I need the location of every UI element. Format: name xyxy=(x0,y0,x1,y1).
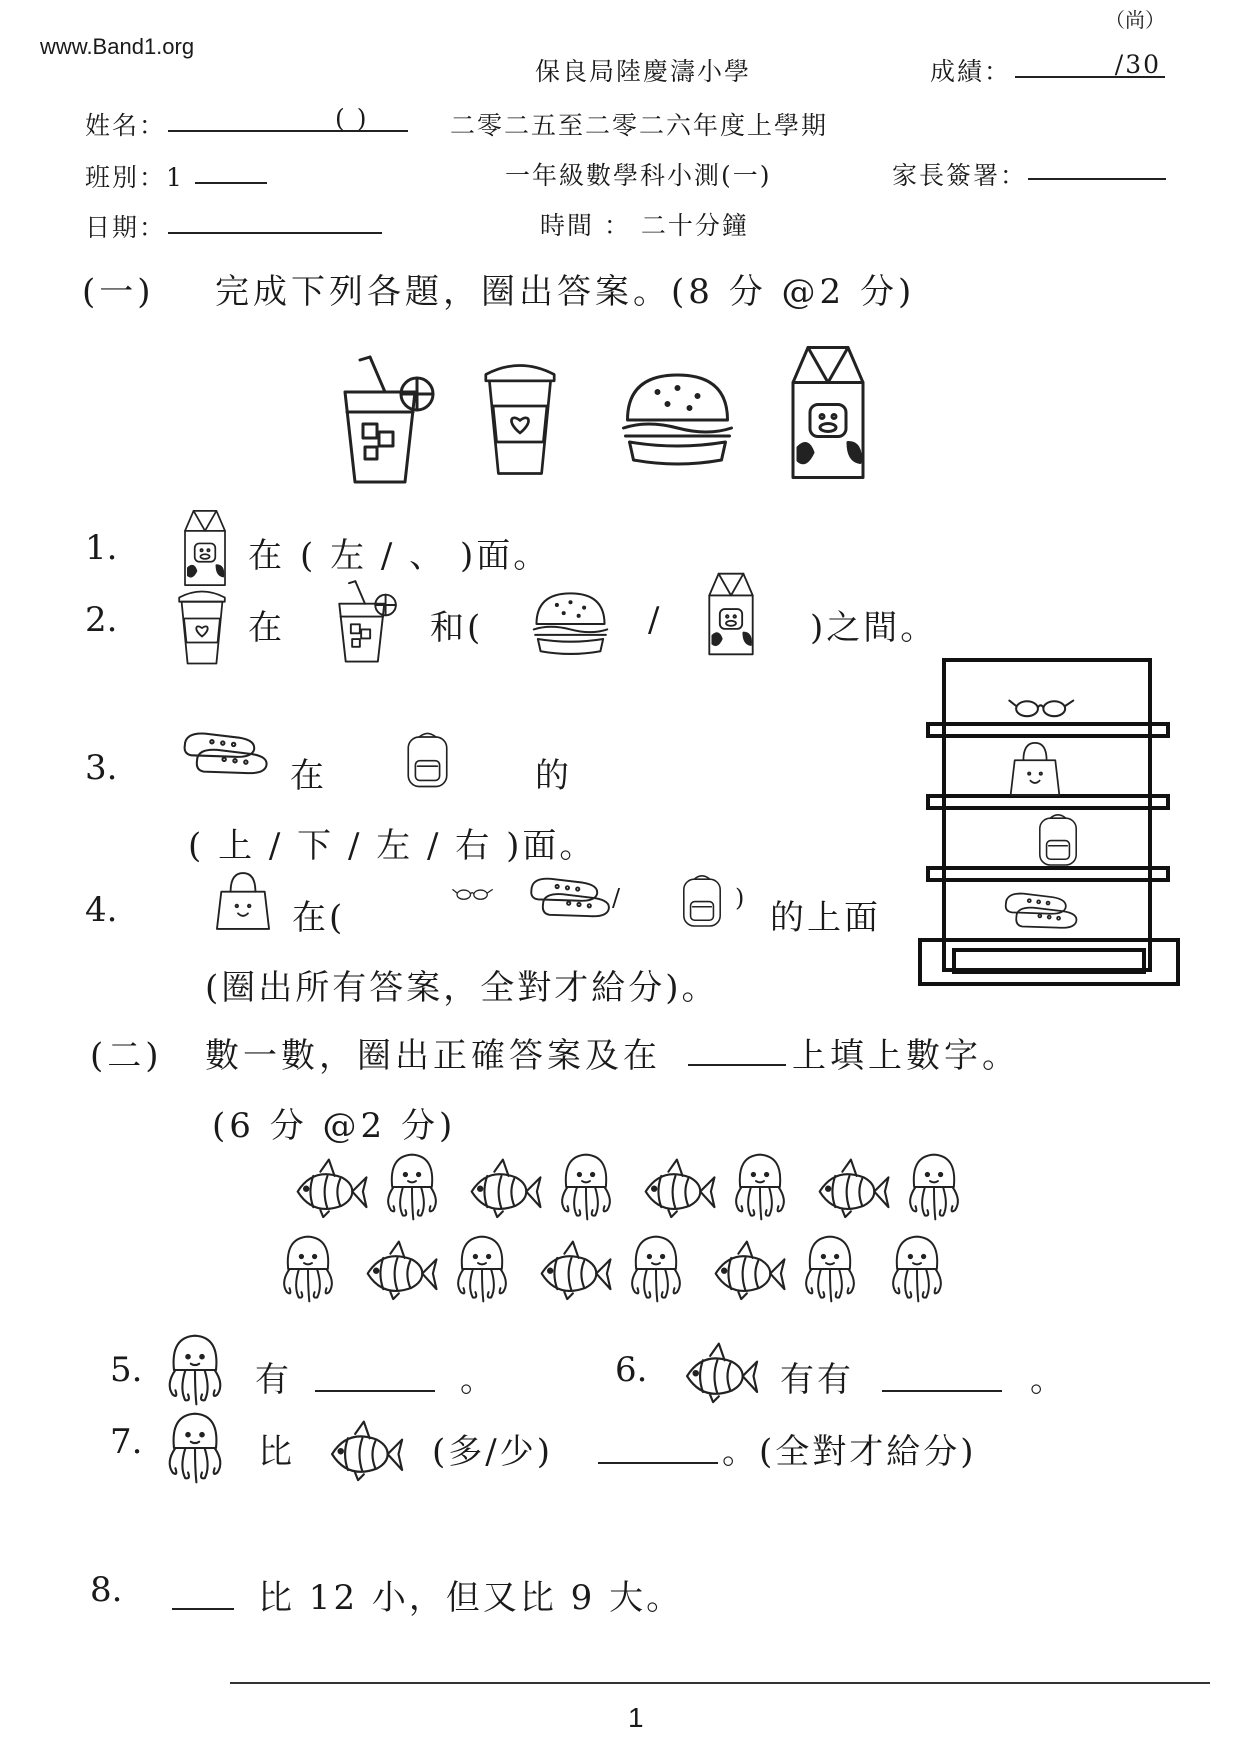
q7-options[interactable]: (多/少) xyxy=(432,1432,553,1472)
octopus-icon xyxy=(553,1150,619,1224)
milk-carton-icon xyxy=(778,340,878,485)
fish-icon xyxy=(536,1238,614,1302)
q1-number: 1. xyxy=(85,528,118,568)
handbag-icon xyxy=(212,868,274,934)
octopus-icon xyxy=(901,1150,967,1224)
q4-note: (圈出所有答案，全對才給分)。 xyxy=(205,968,719,1008)
fish-icon xyxy=(814,1156,892,1220)
fish-icon xyxy=(710,1238,788,1302)
octopus-icon xyxy=(797,1232,863,1306)
q2-text-end: )之間。 xyxy=(810,608,938,648)
q5-end: 。 xyxy=(460,1360,497,1400)
q2-slash: / xyxy=(648,600,663,640)
q2-text-a: 在 xyxy=(248,608,285,648)
q1-text-a: 在 xyxy=(248,536,285,576)
school-name: 保良局陸慶濤小學 xyxy=(535,57,752,86)
class-label: 班別：1 xyxy=(85,163,184,192)
q2-number: 2. xyxy=(85,600,118,640)
octopus-icon xyxy=(160,1330,230,1410)
fish-icon xyxy=(362,1238,440,1302)
q6-text: 有有 xyxy=(780,1360,854,1400)
section-2-marks: (6 分 @2 分) xyxy=(212,1106,457,1146)
octopus-icon xyxy=(623,1232,689,1306)
octopus-icon xyxy=(275,1232,341,1306)
octopus-icon xyxy=(727,1150,793,1224)
q1-options[interactable]: ( 左 / 、 )面。 xyxy=(300,536,551,576)
class-field[interactable] xyxy=(195,156,267,184)
handbag-icon xyxy=(1005,740,1065,798)
section-2-number: (二) xyxy=(90,1036,163,1076)
q4-slash: / xyxy=(612,884,624,912)
q8-number: 8. xyxy=(90,1570,123,1610)
date-label: 日期： xyxy=(85,213,167,242)
q4-text-end: 的上面 xyxy=(770,898,881,938)
octopus-icon xyxy=(884,1232,950,1306)
watermark: www.Band1.org xyxy=(40,34,195,59)
test-name: 一年級數學科小測(一) xyxy=(505,161,772,190)
section-1-number: (一) xyxy=(82,272,155,312)
q4-text-a: 在( xyxy=(292,898,346,938)
q3-number: 3. xyxy=(85,748,118,788)
q6-answer-blank[interactable] xyxy=(882,1360,1002,1392)
glasses-icon[interactable] xyxy=(452,880,494,906)
octopus-icon xyxy=(160,1408,230,1488)
q5-text: 有 xyxy=(255,1360,292,1400)
section-2-title-b: 上填上數字。 xyxy=(792,1036,1020,1076)
q5-number: 5. xyxy=(110,1350,143,1390)
fish-icon xyxy=(640,1156,718,1220)
q7-text-a: 比 xyxy=(258,1432,295,1472)
time-label: 時間 ： 二十分鐘 xyxy=(540,211,749,240)
q4-close-paren: ) xyxy=(735,884,748,912)
parent-signature-field[interactable] xyxy=(1028,152,1166,180)
burger-icon[interactable] xyxy=(528,590,613,658)
score-field[interactable] xyxy=(1015,50,1165,78)
q3-options[interactable]: ( 上 / 下 / 左 / 右 )面。 xyxy=(188,826,597,866)
section-1-title: 完成下列各題，圈出答案。(8 分 @2 分) xyxy=(215,272,916,312)
score-label: 成績： xyxy=(930,57,1012,86)
score-total: /30 xyxy=(1114,50,1161,79)
backpack-icon xyxy=(400,728,455,790)
milk-carton-icon xyxy=(175,508,235,588)
glasses-icon xyxy=(1008,688,1076,724)
juice-icon xyxy=(330,352,440,492)
burger-icon xyxy=(615,370,740,470)
q6-end: 。 xyxy=(1030,1360,1067,1400)
q8-text: 比 12 小，但又比 9 大。 xyxy=(258,1578,684,1618)
name-label: 姓名： xyxy=(85,111,167,140)
school-term: 二零二五至二零二六年度上學期 xyxy=(450,111,829,140)
fish-icon xyxy=(325,1418,407,1483)
fish-icon xyxy=(680,1340,762,1405)
q7-answer-blank[interactable] xyxy=(598,1432,718,1464)
footer-divider xyxy=(230,1682,1210,1684)
fish-icon xyxy=(292,1156,370,1220)
q7-number: 7. xyxy=(110,1422,143,1462)
q4-number: 4. xyxy=(85,890,118,930)
q2-text-b: 和( xyxy=(430,608,484,648)
octopus-icon xyxy=(379,1150,445,1224)
milk-carton-icon[interactable] xyxy=(700,570,762,658)
section-2-title-blank xyxy=(688,1034,786,1066)
q8-answer-blank[interactable] xyxy=(172,1578,234,1610)
backpack-icon[interactable] xyxy=(676,870,728,930)
shoes-icon xyxy=(178,725,273,787)
coffee-cup-icon xyxy=(172,582,232,667)
shoes-icon xyxy=(1000,886,1082,940)
corner-mark: （尚） xyxy=(1105,8,1165,32)
backpack-icon xyxy=(1032,810,1084,868)
class-number-paren: ( ) xyxy=(335,104,369,133)
juice-icon xyxy=(330,578,400,668)
coffee-cup-icon xyxy=(475,345,565,485)
name-field[interactable] xyxy=(168,104,408,132)
octopus-icon xyxy=(449,1232,515,1306)
q5-answer-blank[interactable] xyxy=(315,1360,435,1392)
fish-icon xyxy=(466,1156,544,1220)
page-number: 1 xyxy=(628,1702,644,1733)
q7-note: 。(全對才給分) xyxy=(722,1432,977,1472)
q6-number: 6. xyxy=(615,1350,648,1390)
shoes-icon[interactable] xyxy=(525,870,615,930)
q3-text-b: 的 xyxy=(535,756,572,796)
q3-text-a: 在 xyxy=(290,756,327,796)
parent-signature-label: 家長簽署： xyxy=(892,161,1028,190)
section-2-title-a: 數一數，圈出正確答案及在 xyxy=(205,1036,661,1076)
date-field[interactable] xyxy=(168,206,382,234)
